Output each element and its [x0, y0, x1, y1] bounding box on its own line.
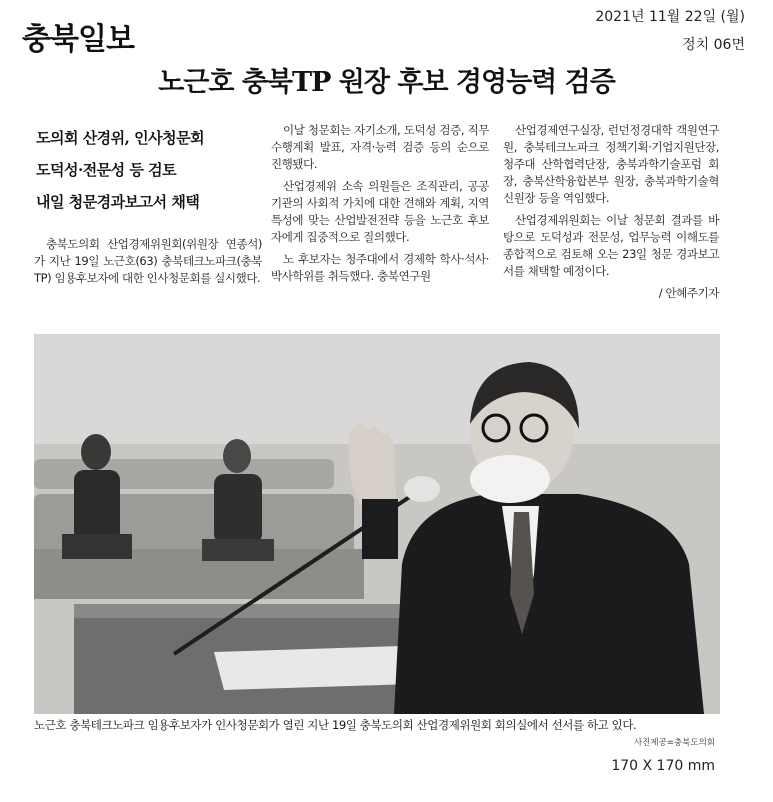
paragraph: 산업경제위원회는 이날 청문회 결과를 바탕으로 도덕성과 전문성, 업무능력 이해도를 종합적으로 검토해 오는 23일 청문 경과보고서를 채택할 예정이다.	[503, 213, 719, 278]
publication-date: 2021년 11월 22일 (월)	[595, 9, 745, 25]
news-photo	[34, 334, 720, 714]
paragraph: 이날 청문회는 자기소개, 도덕성 검증, 직무수행계획 발표, 자격·능력 검증 등의 순으로 진행됐다.	[271, 123, 489, 171]
paragraph: 노 후보자는 청주대에서 경제학 학사·석사·박사학위를 취득했다. 충북연구원	[271, 252, 489, 283]
subheads	[36, 122, 258, 218]
paragraph: 충북도의회 산업경제위원회(위원장 연종석)가 지난 19일 노근호(63) 충북테크노파크(충북TP) 임용후보자에 대한 인사청문회를 실시했다.	[34, 237, 262, 285]
photo-caption: 노근호 충북테크노파크 임용후보자가 인사청문회가 열린 지난 19일 충북도의회 산업경제위원회 회의실에서 선서를 하고 있다.	[34, 718, 637, 732]
subhead: 내일 청문경과보고서 채택	[36, 193, 200, 211]
photo-credit: 사진제공=충북도의회	[633, 738, 715, 748]
clip-size-label: 170 X 170 mm	[611, 758, 715, 774]
section-page: 정치 06면	[682, 37, 745, 53]
hearing-photo-illustration	[34, 334, 720, 714]
body-column-3	[503, 122, 719, 307]
body-column-1	[34, 236, 262, 292]
headline: 노근호 충북TP 원장 후보 경영능력 검증	[158, 67, 615, 98]
byline: / 안혜주기자	[658, 286, 719, 300]
subhead: 도의회 산경위, 인사청문회	[36, 129, 205, 147]
body-column-2	[271, 122, 489, 290]
subhead: 도덕성·전문성 등 검토	[36, 161, 177, 179]
paragraph: 산업경제연구실장, 런던정경대학 객원연구원, 충북테크노파크 정책기획·기업지원단장, 청주대 산학협력단장, 충북과학기술포럼 회장, 충북산학융합본부 원장, 충북과학기술혁신원장 등을 역임했다.	[503, 123, 719, 205]
paragraph: 산업경제위 소속 의원들은 조직관리, 공공기관의 사회적 가치에 대한 견해와 계획, 지역특성에 맞는 산업발전전략 등을 노근호 후보자에게 집중적으로 질의했다.	[271, 179, 489, 244]
newspaper-masthead: 충북일보	[22, 22, 134, 57]
